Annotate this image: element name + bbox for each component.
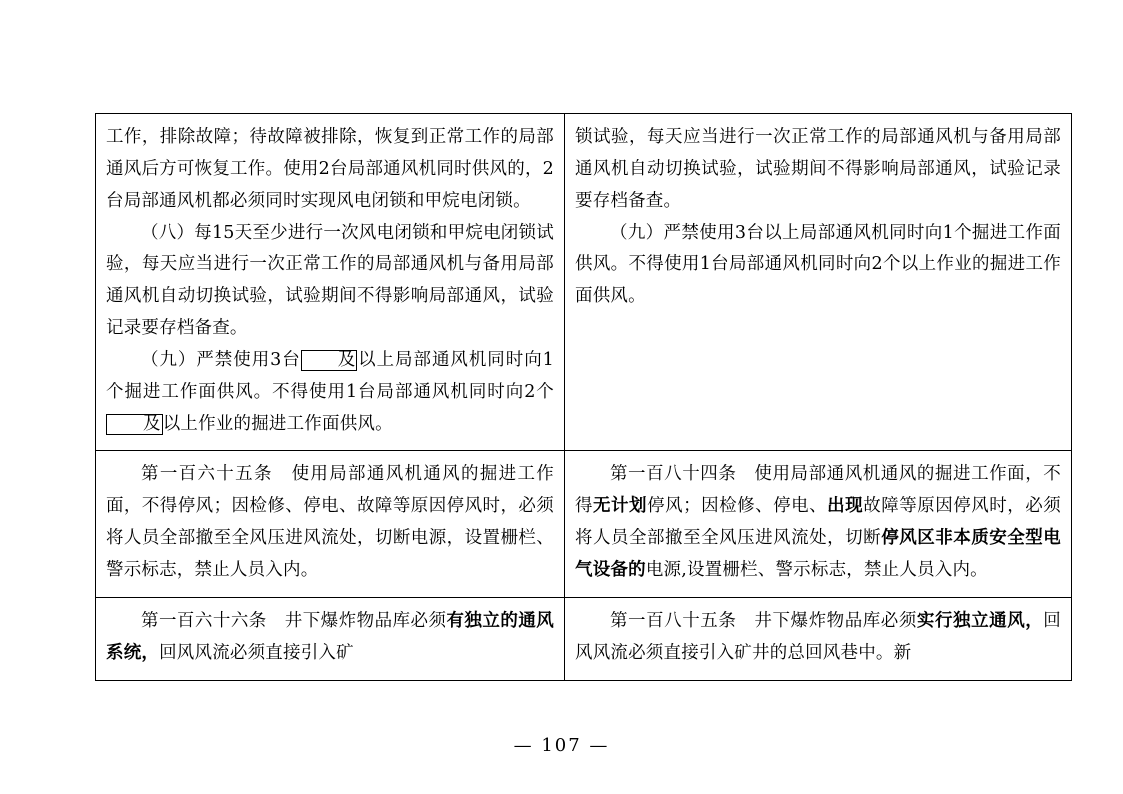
emphasis-text: 实行独立通风，: [916, 610, 1044, 631]
table-row: [96, 597, 1072, 680]
text-run: （九）严禁使用3台以上局部通风机同时向1个掘进工作面供风。不得使用1台局部通风机同时向2个以上作业的掘进工作面供风。: [575, 222, 1061, 307]
comparison-table: [95, 113, 1072, 681]
emphasis-text: 停风区非本质安全型电气设备的: [575, 528, 1062, 580]
paragraph: [106, 122, 554, 218]
text-run: 第一百八十五条: [610, 610, 737, 631]
table-cell-right: [565, 597, 1072, 680]
text-run: 使用局部通风机通风的掘进工作面，不得停风；因检修、停电、故障等原因停风时，必须将人员全部撤至全风压进风流处，切断电源，设置栅栏、警示标志，禁止人员入内。: [106, 464, 554, 580]
text-run: （九）严禁使用3台: [141, 349, 301, 370]
text-run: （八）每15天至少进行一次风电闭锁和甲烷电闭锁试验，每天应当进行一次正常工作的局部通风机与备用局部通风机自动切换试验，试验期间不得影响局部通风，试验记录要存档备查。: [106, 222, 554, 339]
page-number: — 107 —: [513, 735, 610, 756]
table-row: [96, 451, 1072, 597]
cell-paragraphs: [106, 122, 554, 440]
cell-paragraphs: [575, 459, 1061, 586]
cell-paragraphs: [106, 459, 554, 586]
emphasis-text: 无计划: [593, 496, 648, 517]
cell-paragraphs: [575, 122, 1061, 313]
paragraph: [575, 122, 1061, 218]
text-run: 第一百六十五条: [141, 464, 273, 485]
boxed-char: 及: [301, 350, 358, 371]
text-run: 以上局部通风机同时向1个掘进工作面供风。不得使用1台局部通风机同时向2个: [106, 349, 554, 402]
text-run: 回风风流必须直接引入矿井的总回风巷中。新: [575, 610, 1061, 663]
text-run: 工作，排除故障；待故障被排除，恢复到正常工作的局部通风后方可恢复工作。使用2台局部通风机同时供风的，2台局部通风机都必须同时实现风电闭锁和甲烷电闭锁。: [106, 127, 554, 211]
table-cell-left: [96, 597, 565, 680]
table-cell-left: [96, 114, 565, 451]
emphasis-text: 有独立的通风系统，: [106, 610, 555, 663]
paragraph: [575, 606, 1061, 670]
boxed-char: 及: [106, 414, 163, 435]
table-body: [96, 114, 1072, 681]
table-cell-right: [565, 451, 1072, 597]
paragraph: [106, 606, 554, 670]
table-cell-left: [96, 451, 565, 597]
text-run: 使用局部通风机通风的掘进工作面，不得: [575, 464, 1061, 517]
text-run: 回风风流必须直接引入矿: [159, 642, 354, 663]
text-run: 锁试验，每天应当进行一次正常工作的局部通风机与备用局部通风机自动切换试验，试验期间不得影响局部通风，试验记录要存档备查。: [575, 127, 1061, 211]
text-run: 第一百六十六条: [141, 610, 267, 631]
table-row: [96, 114, 1072, 451]
text-run: 第一百八十四条: [610, 464, 737, 485]
text-run: 井下爆炸物品库必须: [736, 610, 917, 631]
paragraph: [106, 345, 554, 441]
paragraph: [106, 218, 554, 345]
cell-paragraphs: [575, 606, 1061, 670]
emphasis-text: 出现: [827, 496, 864, 517]
text-run: 井下爆炸物品库必须: [266, 610, 447, 631]
text-run: 电源,设置栅栏、警示标志，禁止人员入内。: [645, 559, 988, 580]
paragraph: [575, 459, 1061, 586]
table-cell-right: [565, 114, 1072, 451]
text-run: 故障等原因停风时，必须将人员全部撤至全风压进风流处，切断: [575, 496, 1062, 549]
paragraph: [575, 218, 1061, 314]
paragraph: [106, 459, 554, 586]
text-run: 以上作业的掘进工作面供风。: [162, 413, 393, 434]
text-run: 停风；因检修、停电、: [647, 496, 828, 517]
cell-paragraphs: [106, 606, 554, 670]
